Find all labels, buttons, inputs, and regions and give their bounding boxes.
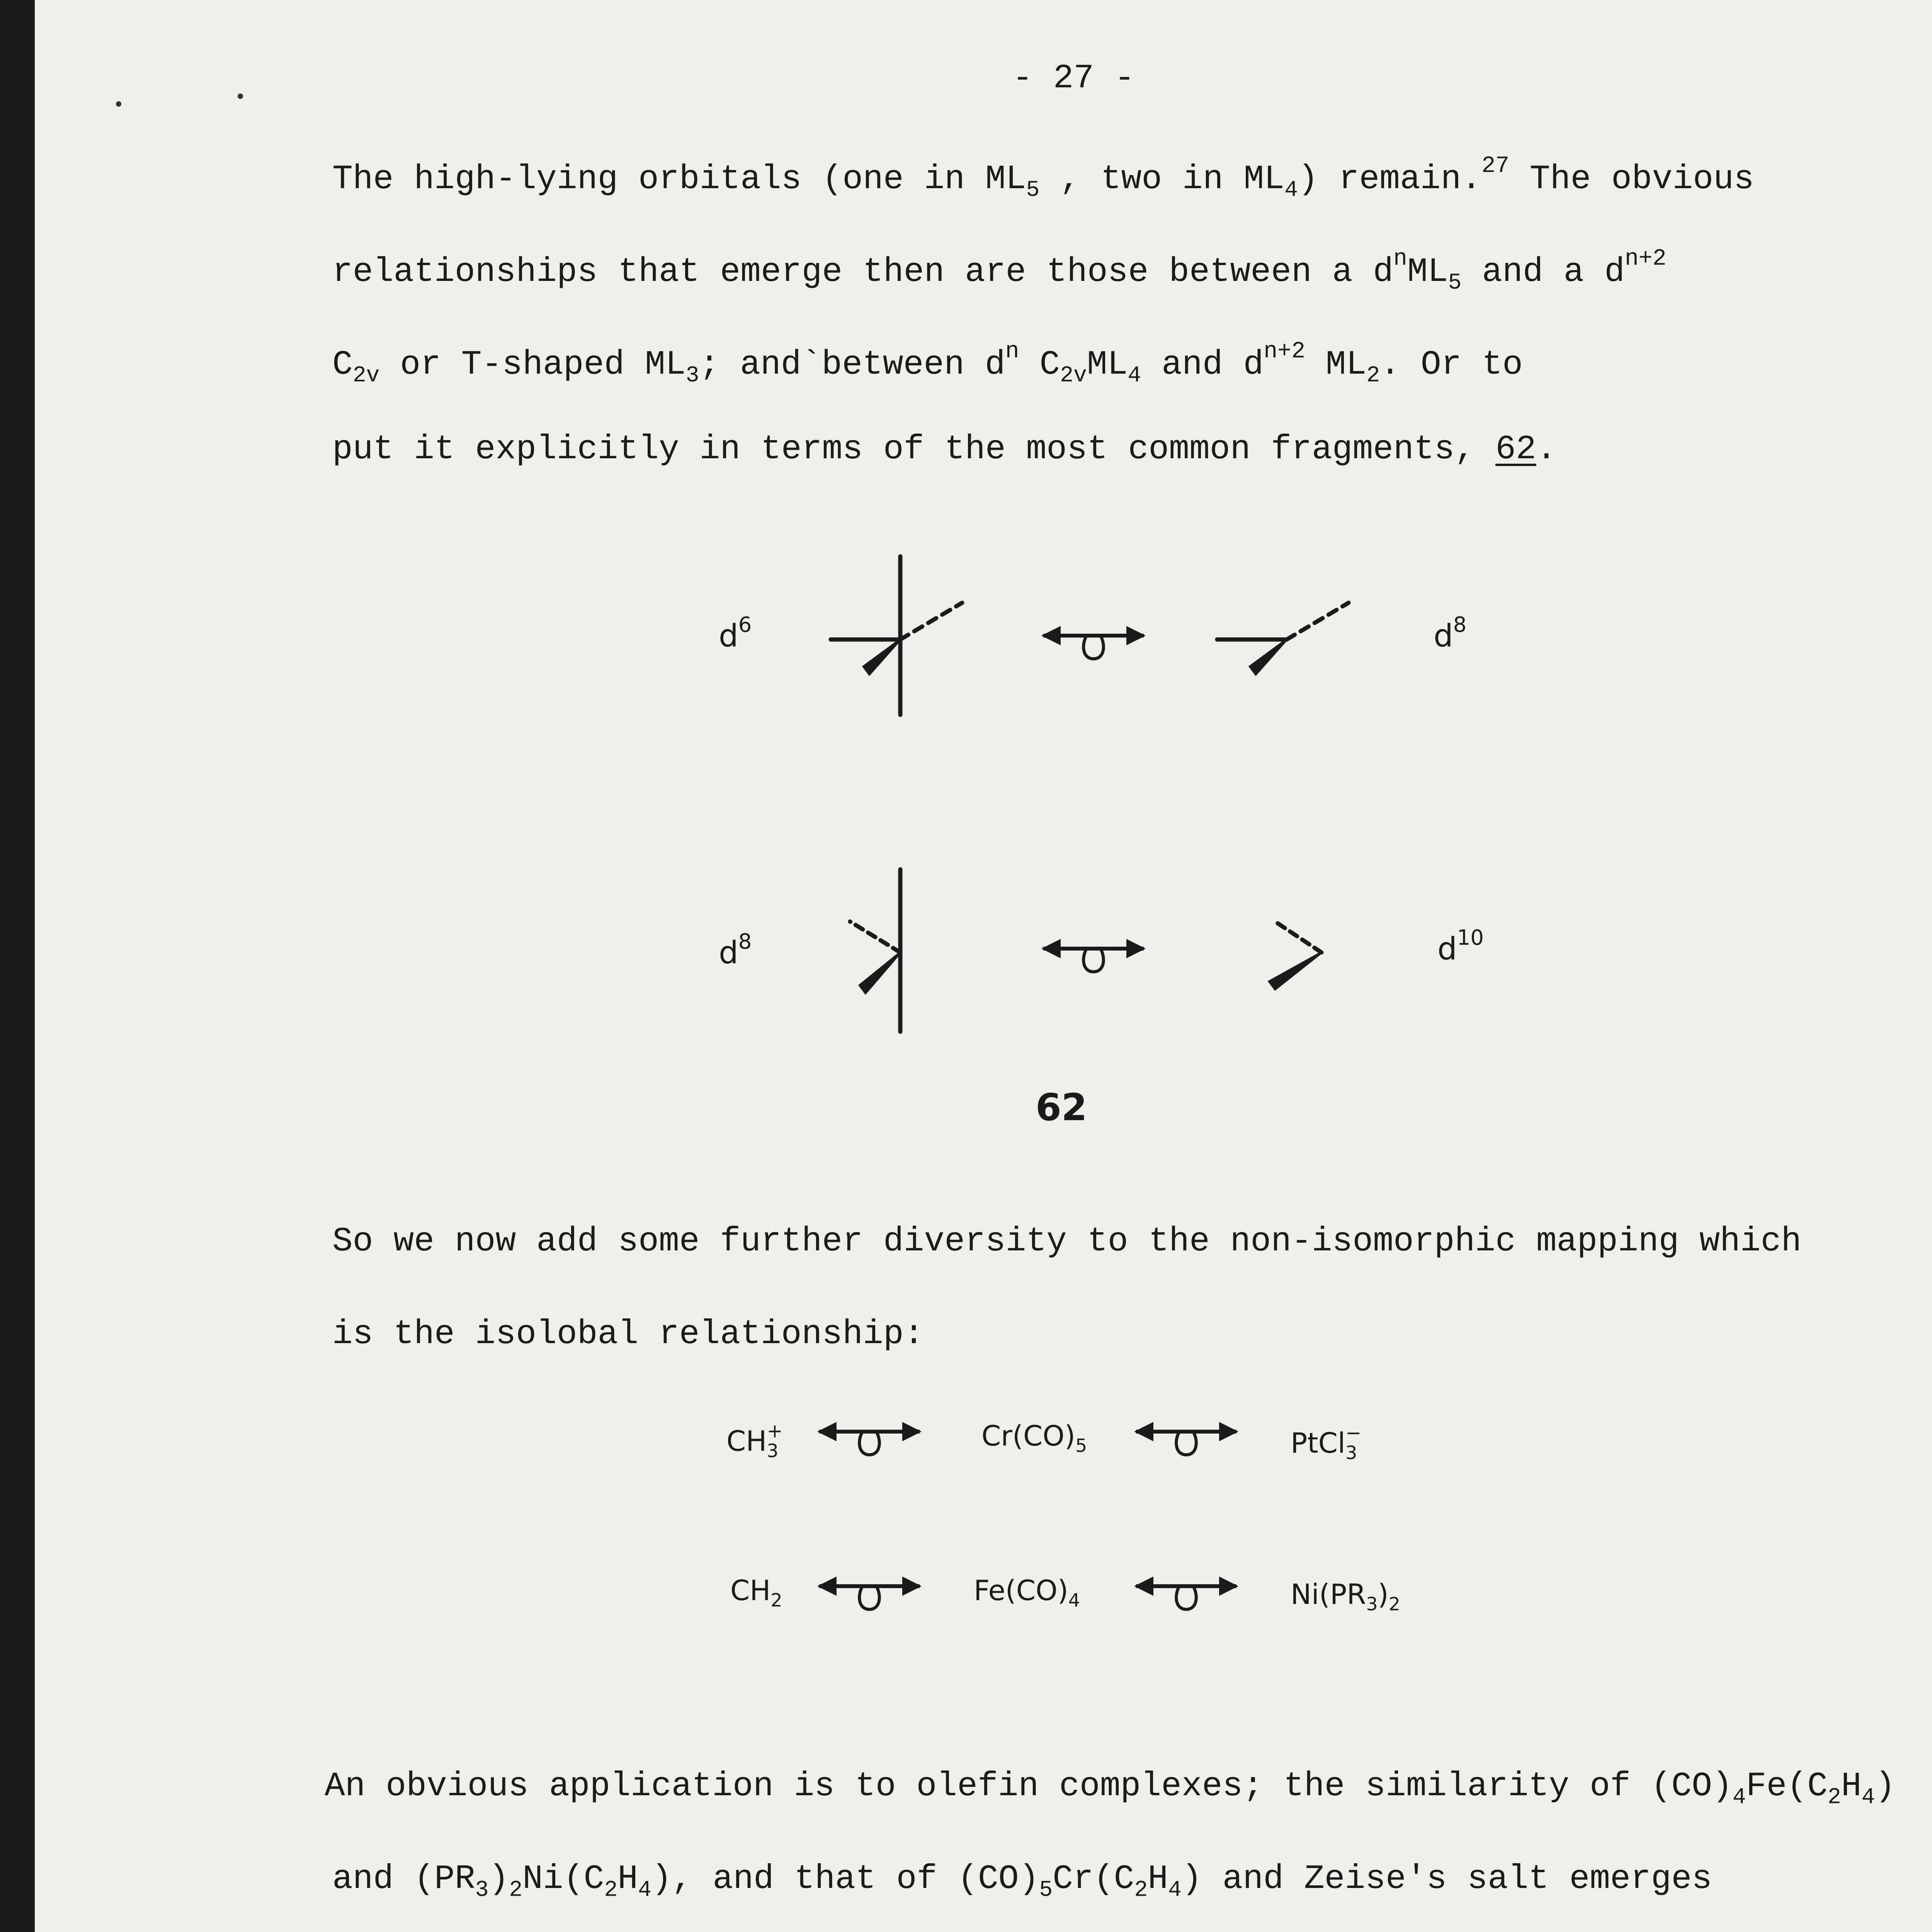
reference-superscript: 27: [1481, 153, 1510, 179]
paragraph-1-line-1: The high-lying orbitals (one in $ML_5$ , two in $ML_4$) remain.$^{27}$ The obvious: [332, 153, 1754, 203]
document-page: [35, 0, 1932, 1932]
structure-ref-62: 62: [1495, 430, 1536, 469]
paragraph-3-line-1: An obvious application is to olefin complexes; the similarity of $(CO)_4Fe(C_2H_4)$: [325, 1767, 1896, 1810]
paragraph-3-line-2: and $(PR_3)_2Ni(C_2H_4)$, and that of $(CO)_5Cr(C_2H_4)$ and Zeise's salt emerges: [332, 1860, 1712, 1903]
paragraph-2-line-1: So we now add some further diversity to the non-isomorphic mapping which: [332, 1223, 1802, 1261]
ch2: $CH_2$: [730, 1574, 782, 1611]
fe-co-4: $Fe(CO)_4$: [974, 1574, 1080, 1611]
ml3-fragment: [850, 869, 900, 1032]
paragraph-1-line-2: relationships that emerge then are those between a $d^nML_5$ and a $d^{n+2}$: [332, 245, 1667, 296]
isolobal-arrow: [1132, 1565, 1240, 1615]
cr-co-5: $Cr(CO)_5$: [981, 1420, 1087, 1457]
isolobal-arrow: [1132, 1410, 1240, 1461]
isolobal-arrow: [1039, 614, 1148, 665]
ch3-plus: $CH_3^+$: [726, 1420, 783, 1462]
isolobal-arrow: [815, 1410, 923, 1461]
d8-label: $d^8$: [1434, 612, 1467, 654]
d6-label: $d^6$: [719, 612, 752, 654]
ptcl3-minus: PtCl$_3$−: [1291, 1422, 1362, 1464]
ni-pr3-2: $Ni(PR_3)_2$: [1291, 1578, 1400, 1615]
ml5-fragment: [831, 556, 962, 715]
d8-label-row2: $d^8$: [719, 929, 752, 971]
ml4-fragment: [1217, 603, 1349, 674]
paragraph-2-line-2: is the isolobal relationship:: [332, 1315, 924, 1354]
isolobal-arrow: [1039, 927, 1148, 978]
isolobal-arrow: [815, 1565, 923, 1615]
paragraph-1-line-4: put it explicitly in terms of the most common fragments, 62.: [332, 430, 1557, 469]
page-number: - 27 -: [1012, 60, 1135, 98]
d10-label: $d^{10}$: [1437, 925, 1484, 967]
structure-number: 62: [1036, 1086, 1087, 1129]
fragment-structures: [35, 0, 1932, 1932]
paragraph-1-line-3: $C_{2v}$ or T-shaped $ML_3$; and`between $d^n$ $C_{2v}ML_4$ and $d^{n+2}$ $ML_2$. Or to: [332, 338, 1523, 389]
ml2-fragment: [1269, 922, 1321, 989]
